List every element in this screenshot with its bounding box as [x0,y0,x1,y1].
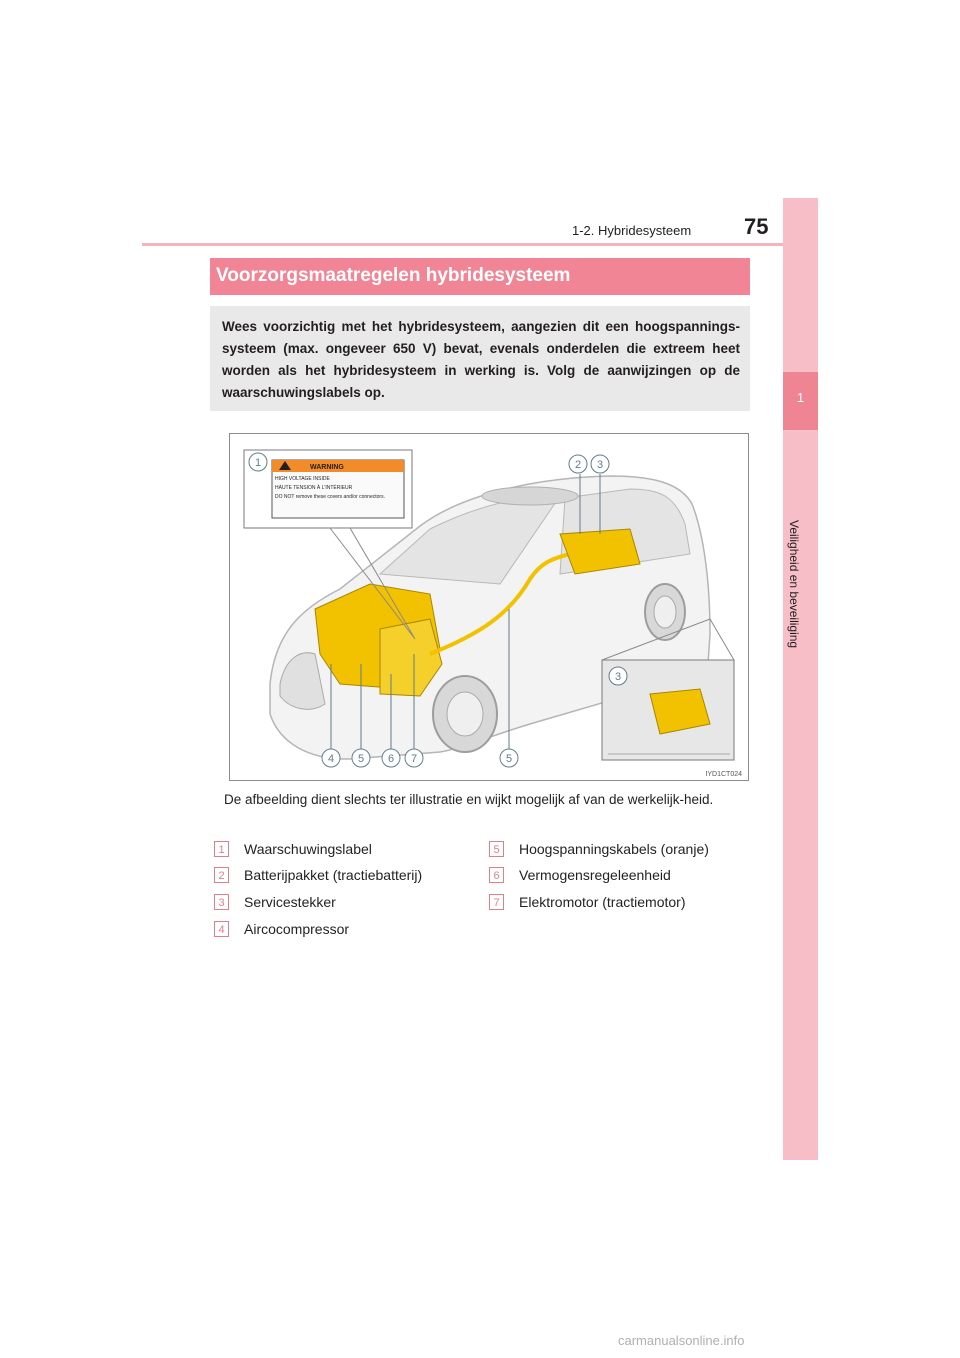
intro-text: Wees voorzichtig met het hybridesysteem, aangezien dit een hoogspannings-systeem (max. ongeveer 650 V) bevat, evenals onderdelen die extreem heet worden als het hybridesysteem in werking is. Volg de aanwijzingen op de waarschuwingslabels op. [222,319,740,400]
callout-5a-label: 5 [357,753,365,765]
legend-number-3: 3 [214,894,229,910]
car-illustration [230,434,748,780]
callout-2-label: 2 [574,459,582,471]
hybrid-system-figure [229,433,749,781]
legend-label-4: Aircocompressor [244,921,350,937]
warning-text: WARNING [310,464,344,471]
front-rim [447,692,483,736]
legend-label-3: Servicestekker [244,894,336,910]
chapter-title: Veiligheid en beveiliging [787,520,801,649]
callout-3-inset-label: 3 [614,671,622,683]
legend-number-7: 7 [489,894,504,910]
callout-6-label: 6 [387,753,395,765]
callout-3-label: 3 [596,459,604,471]
warning-line-2: HAUTE TENSION À L'INTÉRIEUR [275,485,353,491]
legend-label-6: Vermogensregeleenheid [519,867,671,883]
legend-number-6: 6 [489,867,504,883]
chapter-number: 1 [796,390,805,405]
rear-rim [654,596,676,628]
warning-line-3: DO NOT remove these covers and/or connectors. [275,494,385,500]
warning-line-1: HIGH VOLTAGE INSIDE [275,476,330,482]
callout-5b-label: 5 [505,753,513,765]
figure-caption: De afbeelding dient slechts ter illustratie en wijkt mogelijk af van de werkelijk-heid. [224,792,714,807]
legend-label-7: Elektromotor (tractiemotor) [519,894,686,910]
legend-label-5: Hoogspanningskabels (oranje) [519,841,709,857]
legend-label-2: Batterijpakket (tractiebatterij) [244,867,423,883]
sunroof [482,487,578,505]
chapter-side-tab [783,198,818,1160]
header-rule [142,243,818,246]
legend-number-4: 4 [214,921,229,937]
legend-number-5: 5 [489,841,504,857]
figure-code: IYD1CT024 [705,771,742,778]
callout-4-label: 4 [327,753,335,765]
callout-7-label: 7 [410,753,418,765]
section-label: 1-2. Hybridesysteem [572,223,692,238]
page-title: Voorzorgsmaatregelen hybridesysteem [216,265,571,286]
legend-number-1: 1 [214,841,229,857]
page-number: 75 [744,214,769,239]
legend-number-2: 2 [214,867,229,883]
legend-label-1: Waarschuwingslabel [244,841,372,857]
watermark: carmanualsonline.info [618,1333,745,1348]
callout-1-label: 1 [254,457,262,469]
